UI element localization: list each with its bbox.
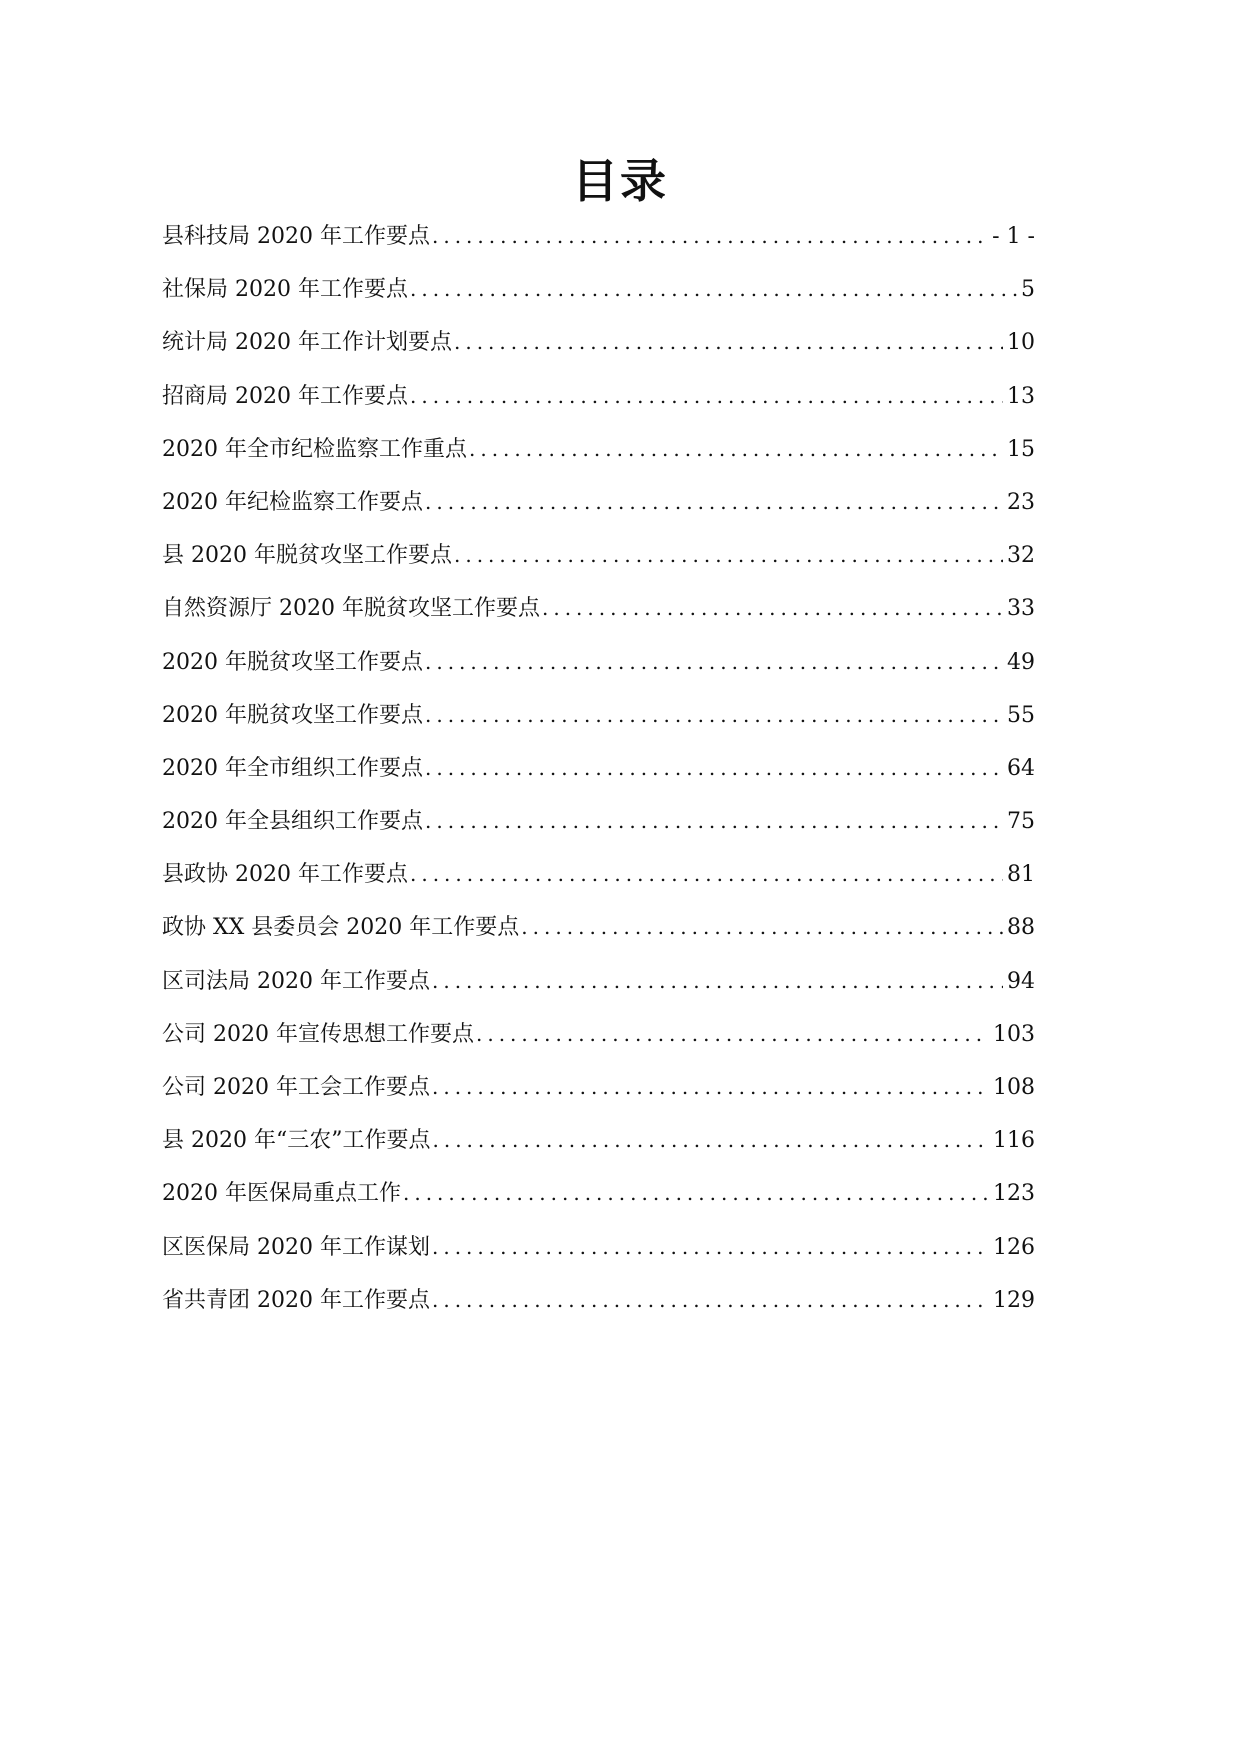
toc-entry[interactable] <box>162 917 1035 970</box>
toc-entry[interactable] <box>162 968 1035 1024</box>
toc-entry-label: 2020 年全县组织工作要点 <box>162 809 423 835</box>
toc-entry[interactable] <box>162 864 1035 917</box>
toc-entry-label: 区司法局 2020 年工作要点 <box>162 968 430 994</box>
toc-entry-page-number: 123 <box>993 1181 1035 1207</box>
toc-entry-label: 2020 年医保局重点工作 <box>162 1181 401 1207</box>
toc-entry-page-number: 33 <box>1007 596 1035 622</box>
toc-dot-leader <box>521 917 1003 937</box>
toc-entry-label: 社保局 2020 年工作要点 <box>162 277 408 303</box>
toc-dot-leader <box>432 1077 989 1097</box>
toc-dot-leader <box>425 492 1003 512</box>
toc-entry-label: 政协 XX 县委员会 2020 年工作要点 <box>162 915 520 941</box>
toc-entry-page-number: 49 <box>1007 649 1035 675</box>
toc-entry-label: 2020 年脱贫攻坚工作要点 <box>162 649 423 675</box>
toc-entry[interactable] <box>162 1130 1035 1183</box>
toc-dot-leader <box>432 1130 989 1150</box>
toc-entry-page-number: 15 <box>1007 436 1035 462</box>
toc-entry-label: 公司 2020 年工会工作要点 <box>162 1075 430 1100</box>
toc-list <box>162 226 1035 1343</box>
toc-dot-leader <box>454 545 1003 565</box>
toc-entry-label: 2020 年全市纪检监察工作重点 <box>162 436 467 462</box>
toc-dot-leader <box>454 332 1003 352</box>
toc-entry[interactable] <box>162 383 1035 439</box>
toc-entry-label: 公司 2020 年宣传思想工作要点 <box>162 1021 474 1047</box>
toc-dot-leader <box>410 279 1017 299</box>
toc-dot-leader <box>410 386 1003 406</box>
toc-entry-label: 区医保局 2020 年工作谋划 <box>162 1234 430 1260</box>
toc-entry[interactable] <box>162 545 1035 598</box>
toc-entry-page-number: 5 <box>1021 277 1035 303</box>
toc-entry-page-number: 81 <box>1007 862 1035 888</box>
toc-entry-page-number: 23 <box>1007 489 1035 515</box>
toc-entry[interactable] <box>162 1287 1035 1343</box>
toc-entry-page-number: 108 <box>993 1075 1035 1100</box>
toc-entry[interactable] <box>162 598 1035 651</box>
toc-entry-label: 统计局 2020 年工作计划要点 <box>162 330 452 356</box>
toc-entry-page-number: 116 <box>993 1128 1035 1154</box>
toc-entry-label: 县科技局 2020 年工作要点 <box>162 224 430 249</box>
toc-dot-leader <box>542 598 1003 618</box>
toc-entry[interactable] <box>162 1183 1035 1236</box>
toc-entry[interactable] <box>162 702 1035 758</box>
toc-entry-page-number: 94 <box>1007 968 1035 994</box>
toc-dot-leader <box>403 1183 989 1203</box>
toc-entry-page-number: 64 <box>1007 755 1035 781</box>
toc-entry[interactable] <box>162 436 1035 492</box>
toc-dot-leader <box>425 652 1003 672</box>
toc-entry[interactable] <box>162 649 1035 705</box>
toc-title: 目录 <box>572 154 668 208</box>
toc-dot-leader <box>425 758 1003 778</box>
toc-dot-leader <box>432 1290 989 1310</box>
toc-entry-page-number: 88 <box>1007 915 1035 941</box>
toc-entry-label: 2020 年脱贫攻坚工作要点 <box>162 702 423 728</box>
toc-entry[interactable] <box>162 1234 1035 1290</box>
toc-entry-page-number: 10 <box>1007 330 1035 356</box>
toc-entry[interactable] <box>162 279 1035 332</box>
toc-dot-leader <box>425 705 1003 725</box>
toc-entry-label: 县政协 2020 年工作要点 <box>162 862 408 888</box>
toc-dot-leader <box>432 1237 989 1257</box>
toc-entry-label: 县 2020 年“三农”工作要点 <box>162 1128 431 1154</box>
toc-dot-leader <box>410 864 1003 884</box>
toc-entry-page-number: 103 <box>993 1021 1035 1047</box>
toc-entry-label: 县 2020 年脱贫攻坚工作要点 <box>162 543 452 569</box>
toc-entry-label: 招商局 2020 年工作要点 <box>162 383 408 409</box>
toc-entry-label: 2020 年全市组织工作要点 <box>162 755 423 781</box>
toc-entry-page-number: 126 <box>993 1234 1035 1260</box>
toc-entry-page-number: 129 <box>993 1287 1035 1313</box>
toc-entry[interactable] <box>162 332 1035 385</box>
toc-entry-page-number: 13 <box>1007 383 1035 409</box>
toc-entry[interactable] <box>162 755 1035 811</box>
toc-dot-leader <box>432 226 988 246</box>
toc-dot-leader <box>425 811 1003 831</box>
toc-entry[interactable] <box>162 1021 1035 1077</box>
toc-dot-leader <box>476 1024 989 1044</box>
toc-entry-page-number: 75 <box>1007 809 1035 835</box>
toc-dot-leader <box>469 439 1003 459</box>
toc-entry[interactable] <box>162 811 1035 864</box>
toc-entry[interactable] <box>162 489 1035 545</box>
toc-entry[interactable] <box>162 1077 1035 1130</box>
toc-entry-label: 2020 年纪检监察工作要点 <box>162 489 423 515</box>
toc-entry-page-number: 32 <box>1007 543 1035 569</box>
toc-entry-page-number: - 1 - <box>992 224 1035 249</box>
toc-entry-page-number: 55 <box>1007 702 1035 728</box>
toc-entry[interactable] <box>162 226 1035 279</box>
toc-entry-label: 省共青团 2020 年工作要点 <box>162 1287 430 1313</box>
toc-entry-label: 自然资源厅 2020 年脱贫攻坚工作要点 <box>162 596 540 622</box>
toc-dot-leader <box>432 971 1003 991</box>
